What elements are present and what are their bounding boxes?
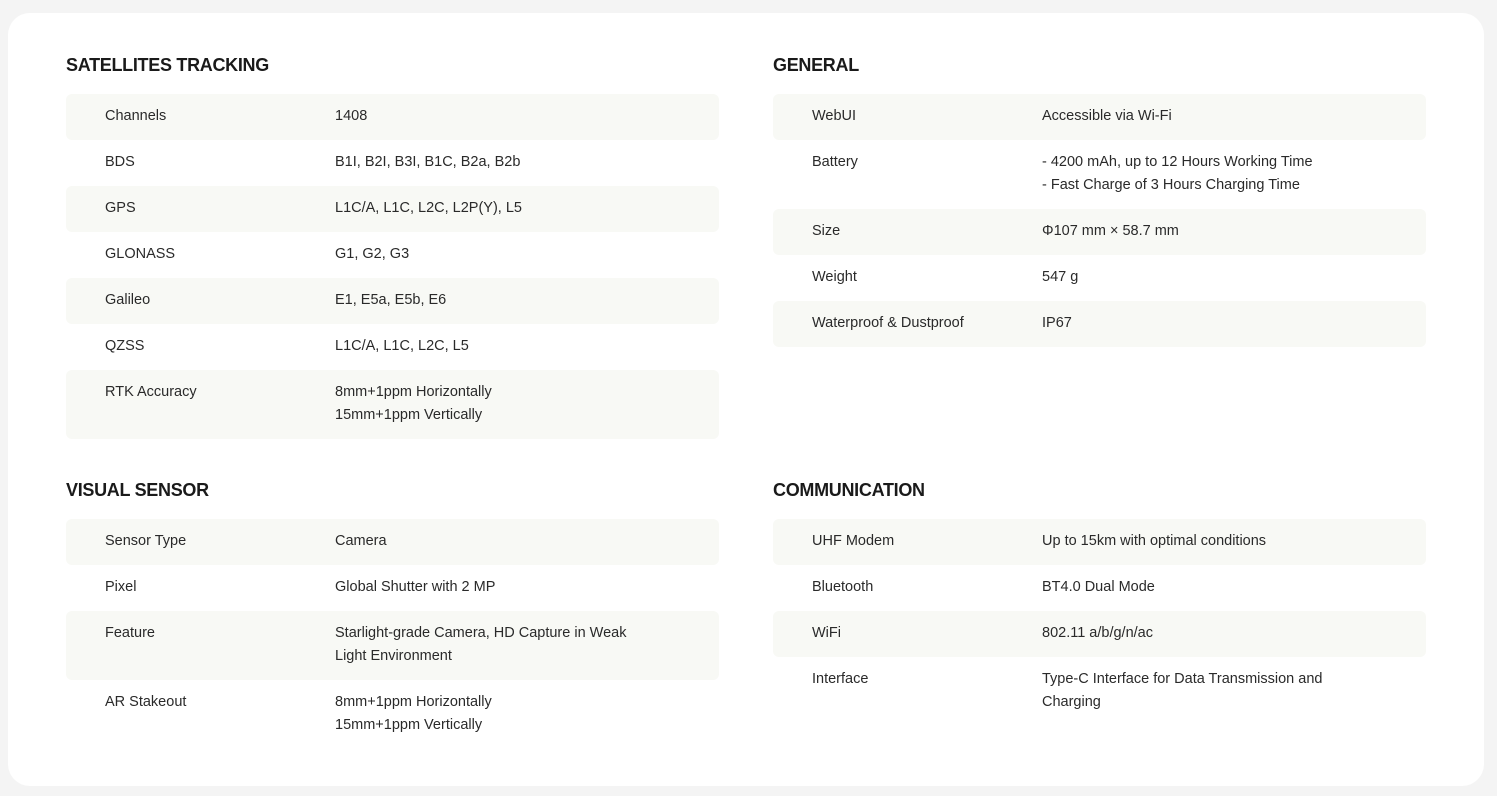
- spec-table: [773, 94, 1426, 347]
- spec-value-line: 1408: [335, 108, 368, 124]
- spec-row: [773, 255, 1426, 301]
- spec-value: [1042, 105, 1426, 128]
- spec-label: Weight: [812, 269, 857, 285]
- spec-label: Bluetooth: [812, 579, 874, 595]
- spec-row: [66, 565, 719, 611]
- spec-row: [773, 565, 1426, 611]
- spec-value-line: - Fast Charge of 3 Hours Charging Time: [1042, 177, 1300, 193]
- spec-value: [335, 197, 719, 220]
- spec-table: [66, 519, 719, 749]
- spec-value: [335, 105, 719, 128]
- spec-value: [1042, 622, 1426, 645]
- spec-value-line: - 4200 mAh, up to 12 Hours Working Time: [1042, 154, 1313, 170]
- spec-value: [335, 691, 719, 737]
- spec-label: Channels: [105, 108, 167, 124]
- spec-value: [335, 151, 719, 174]
- spec-label: Battery: [812, 154, 858, 170]
- spec-row: [66, 186, 719, 232]
- spec-row: [773, 140, 1426, 209]
- spec-row: [66, 140, 719, 186]
- spec-value-line: BT4.0 Dual Mode: [1042, 579, 1155, 595]
- spec-label: GLONASS: [105, 246, 176, 262]
- spec-label: GPS: [105, 200, 136, 216]
- spec-row: [66, 680, 719, 749]
- spec-value-line: Up to 15km with optimal conditions: [1042, 533, 1267, 549]
- spec-value-line: L1C/A, L1C, L2C, L2P(Y), L5: [335, 200, 522, 216]
- spec-value-line: Accessible via Wi-Fi: [1042, 108, 1172, 124]
- spec-label: Waterproof & Dustproof: [812, 315, 964, 331]
- spec-label: Size: [812, 223, 841, 239]
- spec-row: [773, 611, 1426, 657]
- spec-value-line: Light Environment: [335, 648, 452, 664]
- spec-value: [335, 243, 719, 266]
- spec-value-line: E1, E5a, E5b, E6: [335, 292, 447, 308]
- spec-value: [335, 576, 719, 599]
- spec-row: [773, 94, 1426, 140]
- spec-row: [66, 232, 719, 278]
- spec-row: [66, 324, 719, 370]
- spec-value-line: L1C/A, L1C, L2C, L5: [335, 338, 469, 354]
- spec-row: [773, 301, 1426, 347]
- spec-value-line: 547 g: [1042, 269, 1079, 285]
- spec-value: [1042, 668, 1426, 714]
- spec-label: UHF Modem: [812, 533, 895, 549]
- spec-label: WiFi: [812, 625, 841, 641]
- spec-value-line: B1I, B2I, B3I, B1C, B2a, B2b: [335, 154, 521, 170]
- section-title: VISUAL SENSOR: [66, 480, 209, 500]
- visual-sensor-section: [66, 478, 719, 749]
- section-title: GENERAL: [773, 55, 859, 75]
- spec-value-line: Camera: [335, 533, 387, 549]
- spec-value-line: 802.11 a/b/g/n/ac: [1042, 625, 1153, 641]
- spec-value: [335, 530, 719, 553]
- spec-row: [773, 209, 1426, 255]
- spec-table: [773, 519, 1426, 726]
- spec-table: [66, 94, 719, 439]
- spec-value: [1042, 312, 1426, 335]
- spec-value-line: Type-C Interface for Data Transmission and: [1042, 671, 1323, 687]
- spec-value-line: 8mm+1ppm Horizontally: [335, 384, 492, 400]
- spec-value-line: G1, G2, G3: [335, 246, 410, 262]
- spec-card: [8, 13, 1484, 786]
- spec-value-line: Φ107 mm × 58.7 mm: [1042, 223, 1179, 239]
- spec-row: [66, 94, 719, 140]
- spec-value: [335, 381, 719, 427]
- communication-section: [773, 478, 1426, 726]
- spec-label: AR Stakeout: [105, 694, 187, 710]
- spec-value-line: IP67: [1042, 315, 1072, 331]
- spec-value-line: Global Shutter with 2 MP: [335, 579, 496, 595]
- spec-row: [773, 519, 1426, 565]
- general-section: [773, 53, 1426, 347]
- satellites-tracking-section: [66, 53, 719, 439]
- spec-label: RTK Accuracy: [105, 384, 197, 400]
- spec-row: [66, 278, 719, 324]
- spec-label: Pixel: [105, 579, 137, 595]
- section-title: COMMUNICATION: [773, 480, 925, 500]
- spec-value-line: Starlight-grade Camera, HD Capture in Weak: [335, 625, 627, 641]
- spec-value: [335, 335, 719, 358]
- spec-row: [66, 611, 719, 680]
- spec-row: [66, 519, 719, 565]
- spec-label: Interface: [812, 671, 869, 687]
- spec-value: [1042, 530, 1426, 553]
- spec-value: [1042, 151, 1426, 197]
- spec-row: [66, 370, 719, 439]
- spec-value: [335, 622, 719, 668]
- spec-row: [773, 657, 1426, 726]
- spec-label: Feature: [105, 625, 155, 641]
- spec-value-line: Charging: [1042, 694, 1101, 710]
- spec-value-line: 15mm+1ppm Vertically: [335, 407, 483, 423]
- spec-value: [1042, 266, 1426, 289]
- spec-value: [1042, 220, 1426, 243]
- spec-label: WebUI: [812, 108, 857, 124]
- spec-label: BDS: [105, 154, 135, 170]
- section-title: SATELLITES TRACKING: [66, 55, 269, 75]
- spec-value: [1042, 576, 1426, 599]
- spec-value: [335, 289, 719, 312]
- spec-label: QZSS: [105, 338, 145, 354]
- spec-label: Sensor Type: [105, 533, 187, 549]
- spec-value-line: 15mm+1ppm Vertically: [335, 717, 483, 733]
- spec-value-line: 8mm+1ppm Horizontally: [335, 694, 492, 710]
- spec-label: Galileo: [105, 292, 151, 308]
